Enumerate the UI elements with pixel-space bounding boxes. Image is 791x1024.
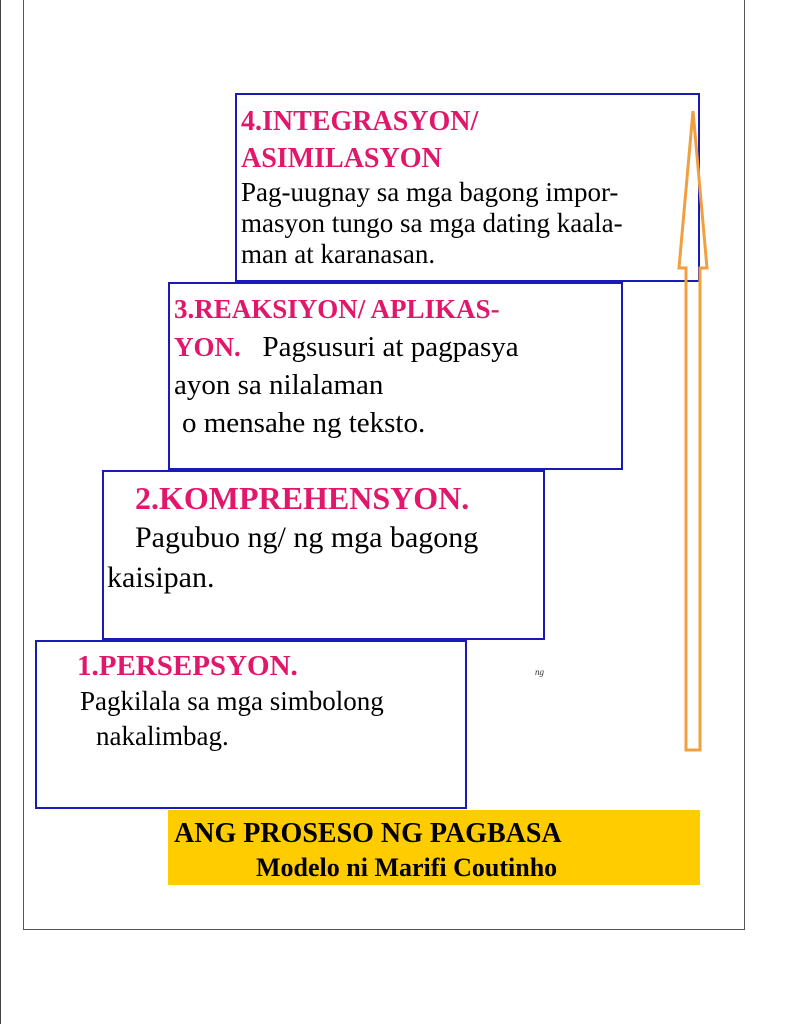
small-mark: ng xyxy=(535,667,544,677)
step4-title-line2: ASIMILASYON xyxy=(241,143,442,174)
step4-desc-line3: man at karanasan. xyxy=(241,239,436,269)
step3-desc-line2: ayon sa nilalaman xyxy=(174,369,384,401)
step-komprehensyon-box xyxy=(102,470,545,640)
step2-desc-line2: kaisipan. xyxy=(107,561,215,594)
step1-desc-line1: Pagkilala sa mga simbolong xyxy=(80,686,384,716)
step4-desc-line2: masyon tungo sa mga dating kaala- xyxy=(241,208,623,238)
step2-desc-line1: Pagubuo ng/ ng mga bagong xyxy=(135,521,479,554)
step3-desc-line3: o mensahe ng teksto. xyxy=(182,407,426,439)
up-arrow-icon xyxy=(676,108,710,754)
step3-desc-line1: Pagsusuri at pagpasya xyxy=(262,331,519,363)
caption-title: ANG PROSESO NG PAGBASA xyxy=(174,818,562,849)
step-integrasyon-box xyxy=(235,93,700,282)
step3-title-line1: 3.REAKSIYON/ APLIKAS- xyxy=(174,294,500,324)
caption-subtitle: Modelo ni Marifi Coutinho xyxy=(256,853,558,882)
step3-title-line2: YON. xyxy=(174,332,241,362)
caption-banner xyxy=(168,810,700,885)
step-persepsyon-box xyxy=(35,640,467,809)
step4-desc-line1: Pag-uugnay sa mga bagong impor- xyxy=(241,177,619,207)
page-edge-line xyxy=(0,0,1,1024)
step-reaksiyon-box xyxy=(168,282,623,470)
step4-title-line1: 4.INTEGRASYON/ xyxy=(241,106,479,137)
step1-desc-line2: nakalimbag. xyxy=(96,721,229,751)
step1-title: 1.PERSEPSYON. xyxy=(77,650,298,682)
step2-title: 2.KOMPREHENSYON. xyxy=(135,480,470,516)
